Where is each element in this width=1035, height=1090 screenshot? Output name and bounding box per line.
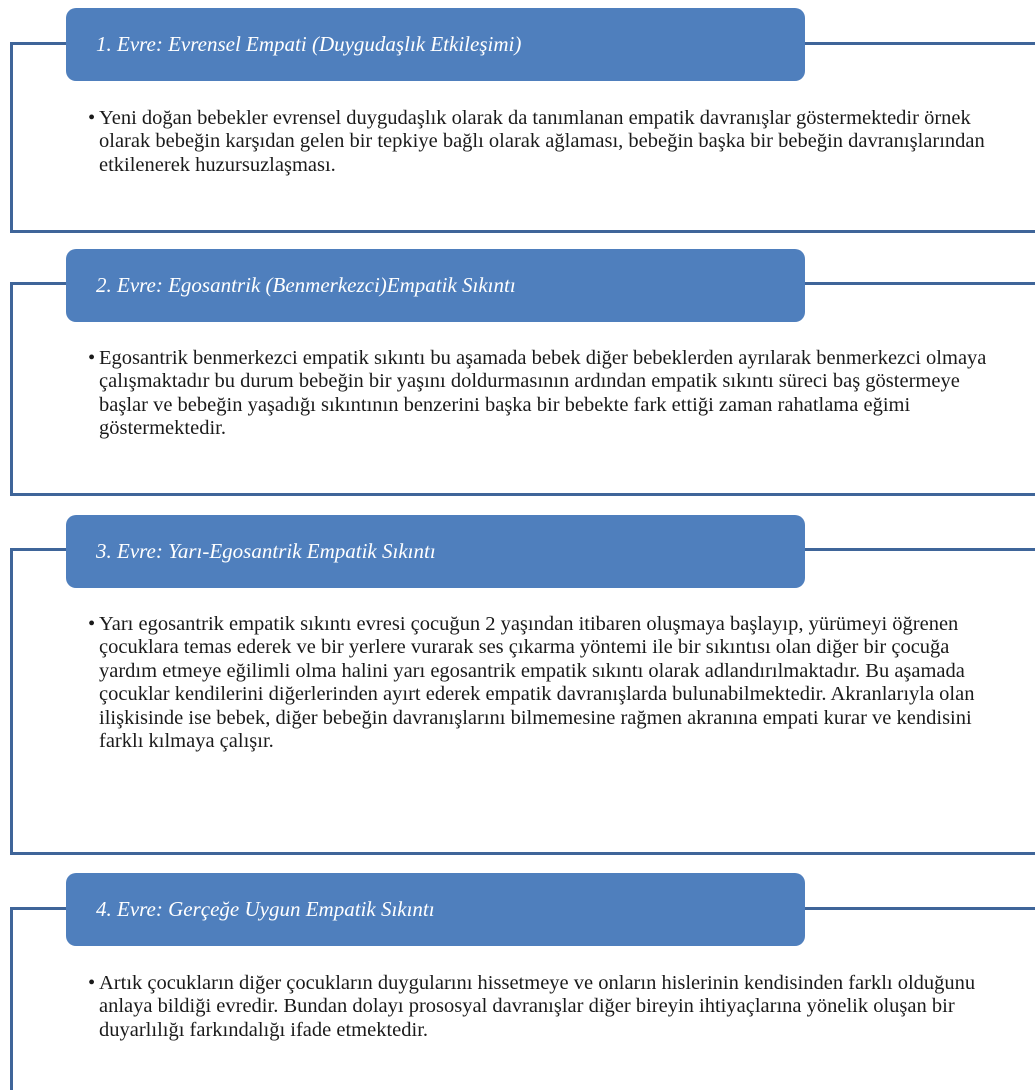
stage-1-text: Yeni doğan bebekler evrensel duygudaşlık olarak da tanımlanan empatik davranışlar göstermektedir örnek olarak bebeğin karşıdan gelen bir tepkiye bağlı olarak ağlaması, bebeğin başka bir bebeğin davranışlarından etkilenerek huzursuzlaşması. bbox=[99, 107, 985, 176]
stage-1-title: 1. Evre: Evrensel Empati (Duygudaşlık Etkileşimi) bbox=[96, 32, 522, 56]
frame-top-right-line bbox=[805, 282, 1035, 285]
stage-3-header bbox=[66, 515, 805, 588]
frame-left-line bbox=[10, 42, 13, 233]
bullet-marker: • bbox=[88, 347, 96, 369]
bullet-marker: • bbox=[88, 972, 96, 994]
frame-left-line bbox=[10, 282, 13, 496]
stage-3-body bbox=[88, 613, 988, 753]
frame-top-left-line bbox=[10, 907, 66, 910]
frame-top-right-line bbox=[805, 42, 1035, 45]
stage-1-body bbox=[88, 107, 988, 177]
stage-2-title: 2. Evre: Egosantrik (Benmerkezci)Empatik Sıkıntı bbox=[96, 273, 516, 297]
stage-2-header bbox=[66, 249, 805, 322]
frame-bottom-line bbox=[10, 230, 1035, 233]
frame-top-left-line bbox=[10, 548, 66, 551]
frame-left-line bbox=[10, 907, 13, 1090]
stage-2-text: Egosantrik benmerkezci empatik sıkıntı bu aşamada bebek diğer bebeklerden ayrılarak benmerkezci olmaya çalışmaktadır bu durum bebeğin bir yaşını doldurmasının ardından empatik sıkıntı süreci baş göstermeye başlar ve bebeğin yaşadığı sıkıntının benzerini başka bir bebekte fark ettiği zaman rahatlama eğimi göstermektedir. bbox=[99, 347, 987, 440]
stage-1-header bbox=[66, 8, 805, 81]
stage-4-text: Artık çocukların diğer çocukların duygularını hissetmeye ve onların hislerinin kendisinden farklı olduğunu anlaya bildiği evredir. Bundan dolayı prososyal davranışlar diğer bireyin ihtiyaçlarına yönelik oluşan bir duyarlılığı farkındalığı ifade etmektedir. bbox=[99, 972, 976, 1041]
stage-4-title: 4. Evre: Gerçeğe Uygun Empatik Sıkıntı bbox=[96, 897, 435, 921]
frame-bottom-line bbox=[10, 852, 1035, 855]
stage-3-text: Yarı egosantrik empatik sıkıntı evresi çocuğun 2 yaşından itibaren oluşmaya başlayıp, yürümeyi öğrenen çocuklara temas ederek ve bir yerlere vurarak ses çıkarma yöntemi ile bir sıkıntısı olan diğer bir çocuğa yardım etmeye eğilimli olma halini yarı egosantrik empatik sıkıntı olarak adlandırılmaktadır. Bu aşamada çocuklar kendilerini diğerlerinden ayırt ederek empatik davranışlarda bulunabilmektedir. Akranlarıyla olan ilişkisinde ise bebek, diğer bebeğin davranışlarını bilmemesine rağmen akranına empati kurar ve kendisini farklı kılmaya çalışır. bbox=[99, 613, 975, 753]
stage-2-body bbox=[88, 347, 988, 441]
frame-top-right-line bbox=[805, 548, 1035, 551]
stage-4-body bbox=[88, 972, 988, 1042]
frame-bottom-line bbox=[10, 493, 1035, 496]
frame-top-right-line bbox=[805, 907, 1035, 910]
frame-top-left-line bbox=[10, 282, 66, 285]
stage-4-header bbox=[66, 873, 805, 946]
frame-left-line bbox=[10, 548, 13, 855]
bullet-marker: • bbox=[88, 107, 96, 129]
stage-3-title: 3. Evre: Yarı-Egosantrik Empatik Sıkıntı bbox=[96, 539, 436, 563]
frame-top-left-line bbox=[10, 42, 66, 45]
bullet-marker: • bbox=[88, 613, 96, 635]
